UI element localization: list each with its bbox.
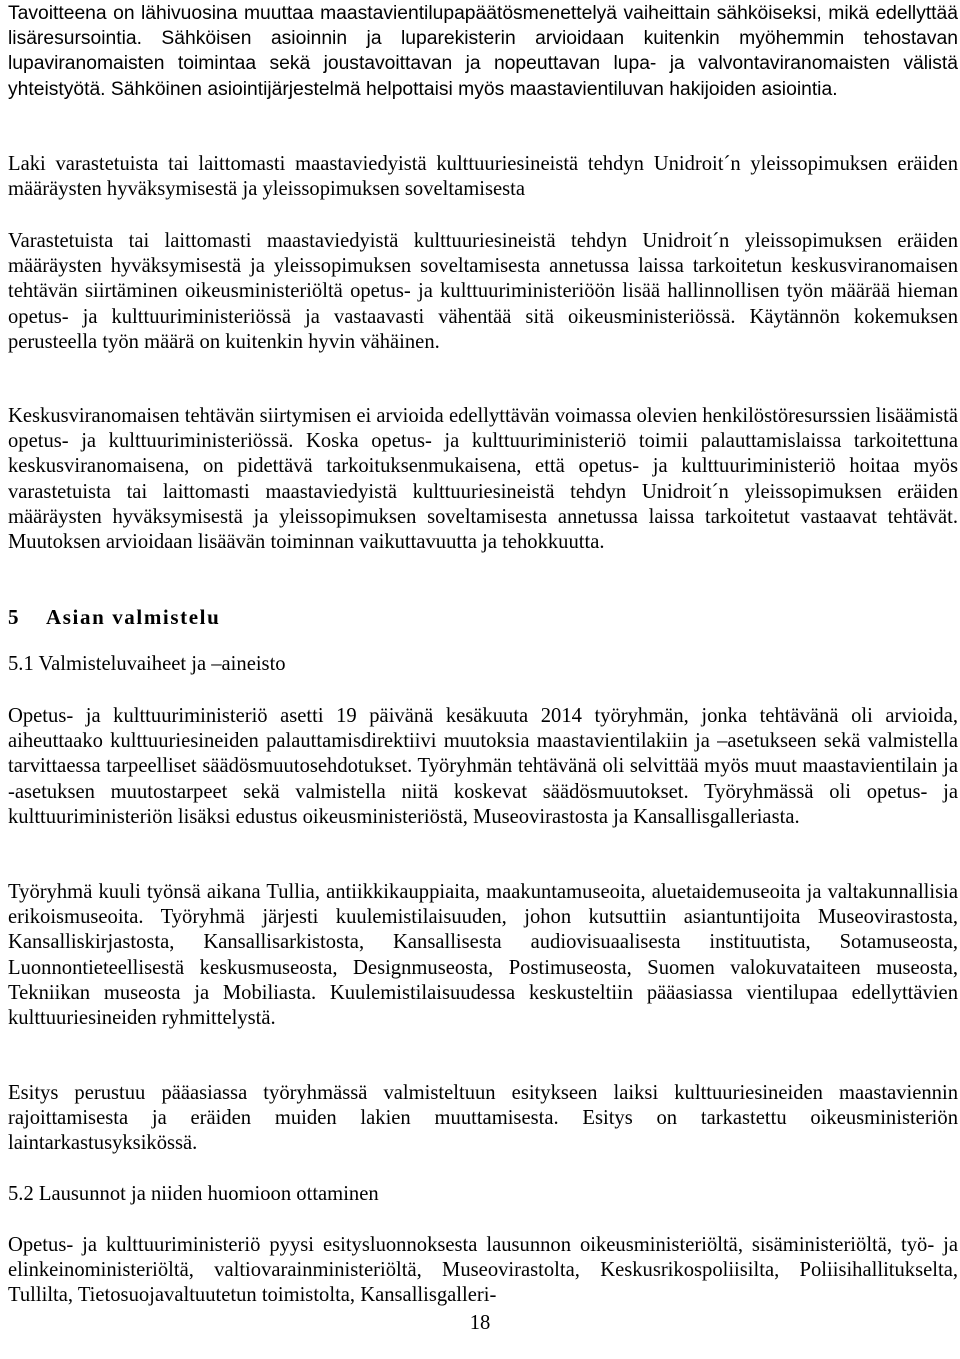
- section-5-heading: [8, 604, 958, 630]
- subsection-title: Valmisteluvaiheet ja –aineisto: [38, 653, 286, 675]
- law-title-paragraph: Laki varastetuista tai laittomasti maastaviedyistä kulttuuriesineistä tehdyn Unidroit´n yleissopimuksen eräiden määräysten hyväksymisestä ja yleissopimuksen soveltamisesta: [8, 153, 958, 201]
- subsection-title: Lausunnot ja niiden huomioon ottaminen: [38, 1183, 379, 1205]
- working-group-paragraph: Opetus- ja kulttuuriministeriö asetti 19 päivänä kesäkuuta 2014 työryhmän, jonka tehtävänä oli arvioida, aiheuttaako kulttuuriesineiden palauttamisdirektiivi muutoksia maastavientilakiin ja –asetukseen sekä valmistella tarvittaessa tarpeelliset säädösmuutosehdotukset. Työryhmän tehtävänä oli selvittää myös muut maastavientilain ja -asetuksen muutostarpeet sekä valmistella niitä koskevat säädösmuutokset. Työryhmässä oli opetus- ja kulttuuriministeriön lisäksi edustus oikeusministeriöstä, Museovirastosta ja Kansallisgalleriasta.: [8, 705, 958, 828]
- section-title: Asian valmistelu: [46, 605, 221, 629]
- subsection-number: 5.1: [8, 653, 34, 675]
- section-number: 5: [8, 605, 19, 629]
- central-authority-paragraph: Keskusviranomaisen tehtävän siirtymisen ei arvioida edellyttävän voimassa olevien henkilöstöresurssien lisäämistä opetus- ja kulttuuriministeriössä. Koska opetus- ja kulttuuriministeriö toimii palauttamislaissa tarkoitettuna keskusviranomaisena, on pidettävä tarkoituksenmukaisena, että opetus- ja kulttuuriministeriö hoitaa myös varastetuista tai laittomasti maastaviedyistä kulttuuriesineistä tehdyn Unidroit´n yleissopimuksen eräiden määräysten hyväksymisestä ja yleissopimuksen soveltamisesta annetussa laissa tarkoitetut vastaavat tehtävät. Muutoksen arvioidaan lisäävän toiminnan vaikuttavuutta ja tehokkuutta.: [8, 405, 958, 554]
- law-impact-paragraph: Varastetuista tai laittomasti maastaviedyistä kulttuuriesineistä tehdyn Unidroit´n yleissopimuksen eräiden määräysten hyväksymisestä ja yleissopimuksen soveltamisesta annetussa laissa tarkoitetun keskusviranomaisen tehtävän siirtäminen oikeusministeriöltä opetus- ja kulttuuriministeriöön lisää hallinnollisen työn määrää hieman opetus- ja kulttuuriministeriössä ja vastaavasti vähentää sitä oikeusministeriössä. Käytännön kokemuksen perusteella työn määrä on kuitenkin hyvin vähäinen.: [8, 230, 958, 353]
- subsection-number: 5.2: [8, 1183, 34, 1205]
- basis-paragraph: Esitys perustuu pääasiassa työryhmässä valmisteltuun esitykseen laiksi kulttuuriesineiden maastaviennin rajoittamisesta ja eräiden muiden lakien muuttamisesta. Esitys on tarkastettu oikeusministeriön laintarkastusyksikössä.: [8, 1082, 958, 1155]
- hearings-paragraph: Työryhmä kuuli työnsä aikana Tullia, antiikkikauppiaita, maakuntamuseoita, aluetaidemuseoita ja valtakunnallisia erikoismuseoita. Työryhmä järjesti kuulemistilaisuuden, johon kutsuttiin asiantuntijoita Museovirastosta, Kansalliskirjastosta, Kansallisarkistosta, Kansallisesta audiovisuaalisesta instituutista, Sotamuseosta, Luonnontieteellisestä keskusmuseosta, Designmuseosta, Postimuseosta, Suomen valokuvataiteen museosta, Tekniikan museosta ja Mobiliasta. Kuulemistilaisuudessa keskusteltiin pääasiassa vientilupaa edellyttävien kulttuuriesineiden ryhmittelystä.: [8, 881, 958, 1030]
- intro-paragraph: Tavoitteena on lähivuosina muuttaa maastavientilupapäätösmenettelyä vaiheittain sähköiseksi, mikä edellyttää lisäresursointia. Sähköisen asioinnin ja luparekisterin arvioidaan kuitenkin myöhemmin tehostavan lupaviranomaisten toimintaa sekä joustavoittavan ja nopeuttavan lupa- ja valvontaviranomaisten välistä yhteistyötä. Sähköinen asiointijärjestelmä helpottaisi myös maastavientiluvan hakijoiden asiointia.: [8, 3, 958, 100]
- section-5-1-heading: [8, 652, 958, 677]
- section-5-2-heading: [8, 1182, 958, 1207]
- page-number: 18: [469, 1312, 491, 1334]
- statements-paragraph: Opetus- ja kulttuuriministeriö pyysi esitysluonnoksesta lausunnon oikeusministeriöltä, sisäministeriöltä, työ- ja elinkeinoministeriöltä, valtiovarainministeriöltä, Museovirastolta, Keskusrikospoliisilta, Poliisihallitukselta, Tullilta, Tietosuojavaltuutetun toimistolta, Kansallisgalleri-: [8, 1234, 958, 1307]
